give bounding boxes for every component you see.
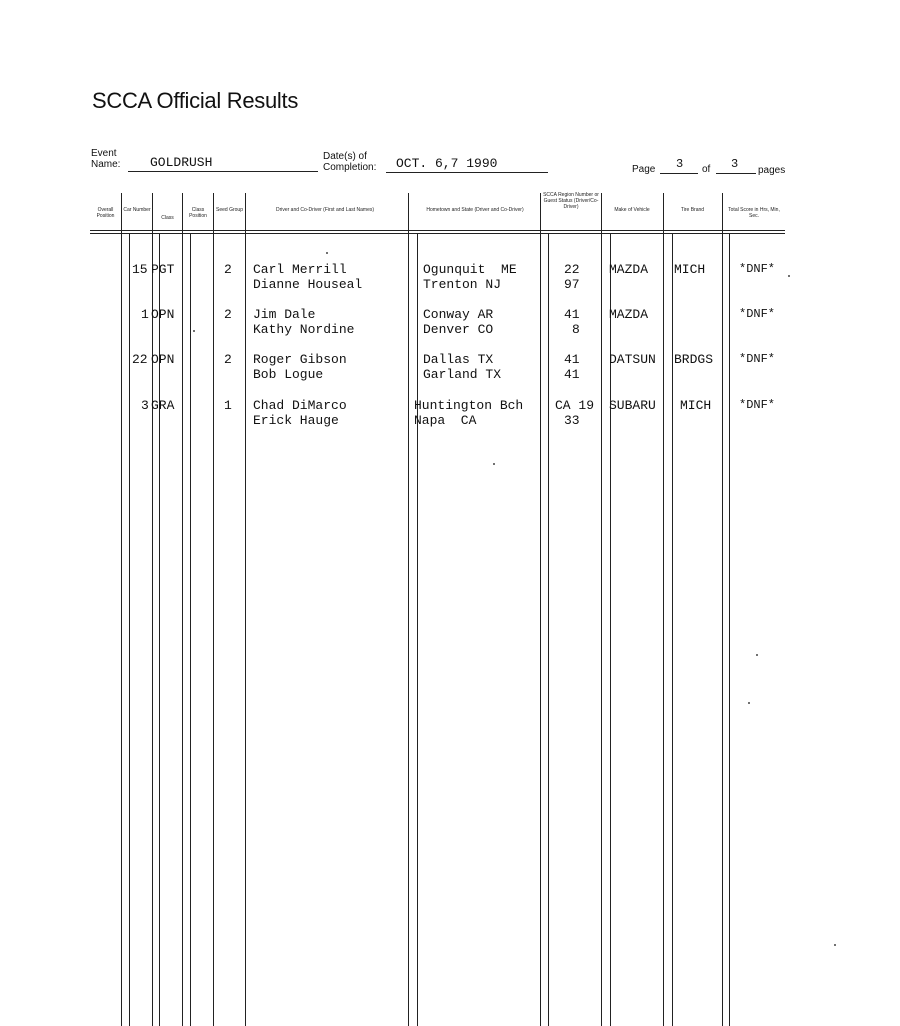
- date-value: OCT. 6,7 1990: [396, 156, 498, 171]
- total-score: *DNF*: [739, 307, 776, 321]
- seed-group: 2: [224, 352, 232, 367]
- driver-name: Jim Dale: [253, 307, 316, 322]
- col-divider: [729, 234, 730, 1026]
- driver-region: CA 19: [555, 398, 595, 413]
- driver-hometown: Huntington Bch: [414, 398, 524, 413]
- class: OPN: [151, 307, 175, 322]
- codriver-hometown: Trenton NJ: [423, 277, 502, 292]
- col-divider: [182, 193, 183, 1026]
- scan-speck: [193, 330, 195, 332]
- codriver-name: Erick Hauge: [253, 413, 339, 428]
- col-header-overall-position: Overall Position: [96, 207, 115, 219]
- header-rule-1: [90, 230, 785, 231]
- total-score: *DNF*: [739, 262, 776, 276]
- col-header-total-score: Total Score in Hrs, Min, Sec.: [728, 207, 780, 219]
- event-name-label: [91, 148, 120, 170]
- vehicle-make: MAZDA: [609, 262, 649, 277]
- col-divider: [408, 193, 409, 1026]
- scan-speck: [326, 252, 328, 254]
- codriver-name: Bob Logue: [253, 367, 324, 382]
- event-label-line1: Event: [91, 148, 117, 159]
- col-divider: [213, 193, 214, 1026]
- scan-speck: [756, 654, 758, 656]
- car-number: 3: [141, 398, 149, 413]
- col-header-make: Make of Vehicle: [614, 207, 650, 213]
- col-divider: [417, 234, 418, 1026]
- date-label-line1: Date(s) of: [323, 151, 367, 162]
- scan-speck: [748, 702, 750, 704]
- page-number-underline: [660, 173, 698, 174]
- col-divider: [190, 234, 191, 1026]
- vehicle-make: MAZDA: [609, 307, 649, 322]
- driver-region: 22: [564, 262, 580, 277]
- col-divider: [722, 193, 723, 1026]
- seed-group: 2: [224, 307, 232, 322]
- of-label: of: [702, 164, 711, 175]
- event-name-value: GOLDRUSH: [150, 155, 213, 170]
- page-label: Page: [632, 164, 656, 175]
- codriver-region: 8: [572, 322, 580, 337]
- col-divider: [663, 193, 664, 1026]
- class: PGT: [151, 262, 175, 277]
- total-score: *DNF*: [739, 352, 776, 366]
- vehicle-make: SUBARU: [609, 398, 656, 413]
- pages-label: pages: [758, 165, 786, 176]
- date-label: [323, 151, 376, 173]
- driver-hometown: Conway AR: [423, 307, 494, 322]
- total-score: *DNF*: [739, 398, 776, 412]
- header-rule-2: [90, 233, 785, 234]
- col-header-scca-region: SCCA Region Number or Guest Status (Driver/Co-Driver): [543, 192, 599, 210]
- car-number: 15: [132, 262, 148, 277]
- driver-region: 41: [564, 352, 580, 367]
- codriver-region: 41: [564, 367, 580, 382]
- scan-speck: [788, 275, 790, 277]
- driver-region: 41: [564, 307, 580, 322]
- tire-brand: BRDGS: [674, 352, 714, 367]
- event-label-line2: Name:: [91, 159, 121, 170]
- col-divider: [540, 193, 541, 1026]
- col-header-tire: Tire Brand: [680, 207, 705, 213]
- col-divider: [129, 234, 130, 1026]
- col-header-hometown: Hometown and State (Driver and Co-Driver): [426, 207, 524, 213]
- codriver-hometown: Napa CA: [414, 413, 477, 428]
- page-number: 3: [676, 157, 684, 171]
- event-name-underline: [128, 171, 318, 172]
- date-label-line2: Completion:: [323, 162, 377, 173]
- col-divider: [672, 234, 673, 1026]
- col-divider: [548, 234, 549, 1026]
- driver-name: Carl Merrill: [253, 262, 347, 277]
- driver-name: Roger Gibson: [253, 352, 347, 367]
- tire-brand: MICH: [680, 398, 712, 413]
- driver-hometown: Dallas TX: [423, 352, 494, 367]
- col-header-class-position: Class Position: [189, 207, 207, 219]
- seed-group: 1: [224, 398, 232, 413]
- codriver-name: Dianne Houseal: [253, 277, 363, 292]
- car-number: 22: [132, 352, 148, 367]
- codriver-region: 97: [564, 277, 580, 292]
- codriver-hometown: Denver CO: [423, 322, 494, 337]
- col-divider: [245, 193, 246, 1026]
- tire-brand: MICH: [674, 262, 706, 277]
- col-divider: [121, 193, 122, 1026]
- page-title: SCCA Official Results: [92, 88, 299, 113]
- driver-hometown: Ogunquit ME: [423, 262, 517, 277]
- codriver-region: 33: [564, 413, 580, 428]
- date-underline: [386, 172, 548, 173]
- col-header-car-number: Car Number: [123, 207, 151, 213]
- class: OPN: [151, 352, 175, 367]
- driver-name: Chad DiMarco: [253, 398, 347, 413]
- codriver-hometown: Garland TX: [423, 367, 502, 382]
- seed-group: 2: [224, 262, 232, 277]
- vehicle-make: DATSUN: [609, 352, 656, 367]
- class: GRA: [151, 398, 175, 413]
- page-total-underline: [716, 173, 756, 174]
- col-header-class: Class: [161, 215, 174, 221]
- car-number: 1: [141, 307, 149, 322]
- page-total: 3: [731, 157, 739, 171]
- col-divider: [601, 193, 602, 1026]
- scan-speck: [493, 463, 495, 465]
- scan-speck: [834, 944, 836, 946]
- codriver-name: Kathy Nordine: [253, 322, 355, 337]
- col-header-seed-group: Seed Group: [216, 207, 243, 213]
- col-header-driver: Driver and Co-Driver (First and Last Names): [275, 207, 375, 213]
